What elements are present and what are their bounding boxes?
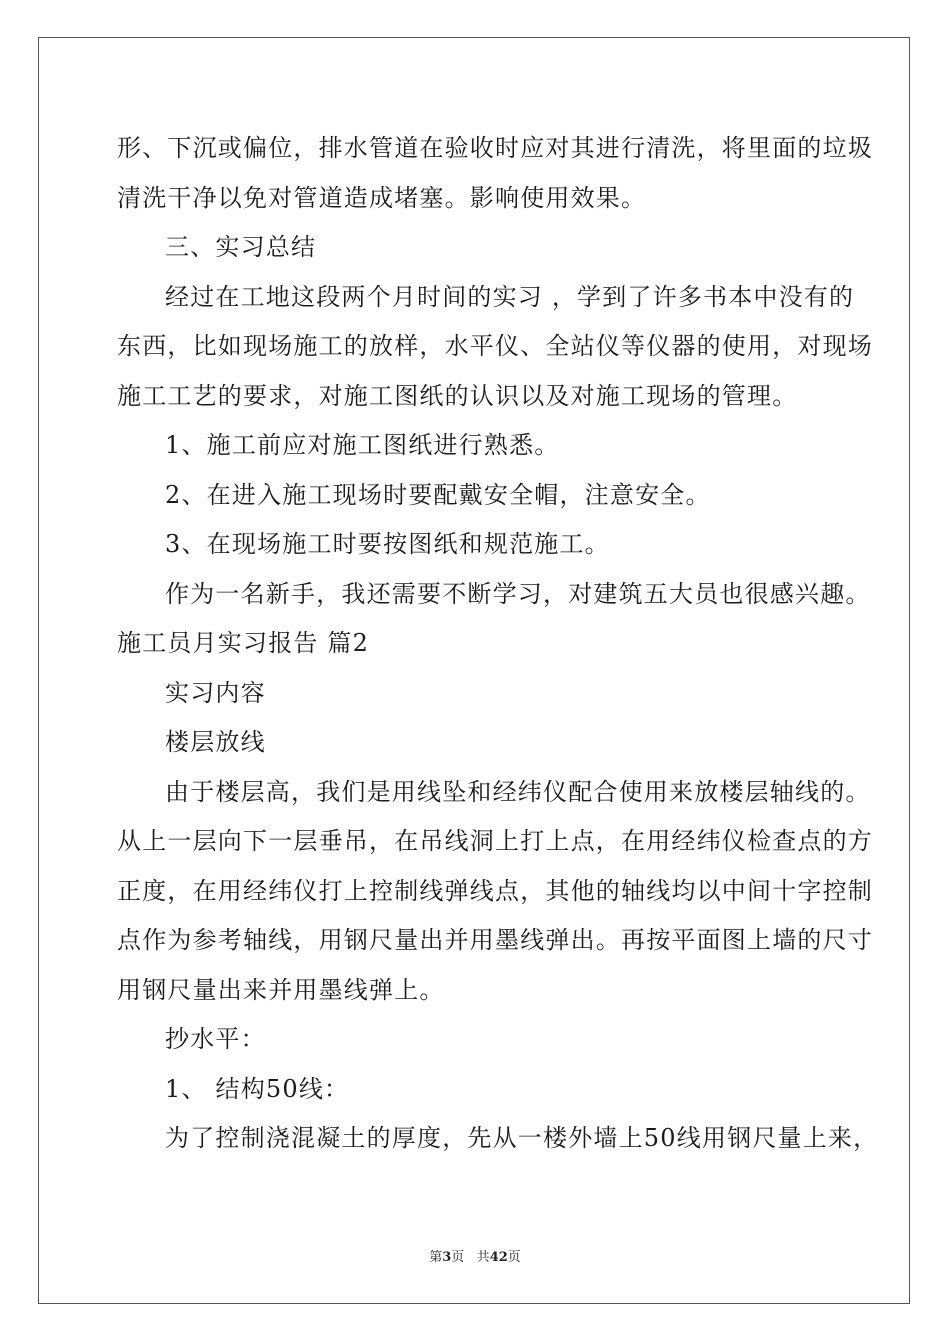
text-line: 由于楼层高，我们是用线坠和经纬仪配合使用来放楼层轴线的。: [165, 777, 871, 806]
text-line: 1、施工前应对施工图纸进行熟悉。: [165, 431, 560, 459]
text-line: 作为一名新手，我还需要不断学习，对建筑五大员也很感兴趣。: [165, 579, 871, 608]
text-line: 三、实习总结: [165, 233, 317, 261]
total-label-prefix: 共: [476, 1250, 490, 1265]
document-body: [117, 124, 879, 1164]
text-line: 从上一层向下一层垂吊，在吊线洞上打上点，在用经纬仪检查点的方: [117, 827, 873, 855]
page-label-suffix: 页: [451, 1250, 465, 1265]
text-line: 用钢尺量出来并用墨线弹上。: [117, 975, 445, 1004]
text-line: 清洗干净以免对管道造成堵塞。影响使用效果。: [117, 183, 647, 212]
page-footer: [0, 1246, 950, 1265]
text-line: 抄水平：: [165, 1025, 266, 1053]
text-line: 1、 结构50线：: [165, 1074, 350, 1103]
text-line: 东西，比如现场施工的放样，水平仪、全站仪等仪器的使用，对现场: [117, 332, 873, 360]
text-line: 正度，在用经纬仪打上控制线弹线点，其他的轴线均以中间十字控制: [117, 876, 873, 905]
text-line: 形、下沉或偏位，排水管道在验收时应对其进行清洗，将里面的垃圾: [117, 134, 873, 162]
page-label-prefix: 第: [429, 1250, 443, 1265]
text-line: 点作为参考轴线，用钢尺量出并用墨线弹出。再按平面图上墙的尺寸: [117, 926, 873, 954]
text-line: 2、在进入施工现场时要配戴安全帽，注意安全。: [165, 480, 711, 509]
text-line: 施工员月实习报告 篇2: [117, 629, 370, 657]
text-line: 为了控制浇混凝土的厚度，先从一楼外墙上50线用钢尺量上来，: [165, 1124, 879, 1152]
text-line: 实习内容: [165, 678, 266, 707]
text-line: 3、在现场施工时要按图纸和规范施工。: [165, 530, 610, 558]
total-label-suffix: 页: [507, 1250, 521, 1265]
text-line: 经过在工地这段两个月时间的实习 ，学到了许多书本中没有的: [165, 282, 855, 311]
total-pages: 42: [489, 1250, 508, 1265]
text-line: 施工工艺的要求，对施工图纸的认识以及对施工现场的管理。: [117, 381, 798, 410]
page-number: 3: [442, 1250, 452, 1265]
text-line: 楼层放线: [165, 728, 266, 756]
